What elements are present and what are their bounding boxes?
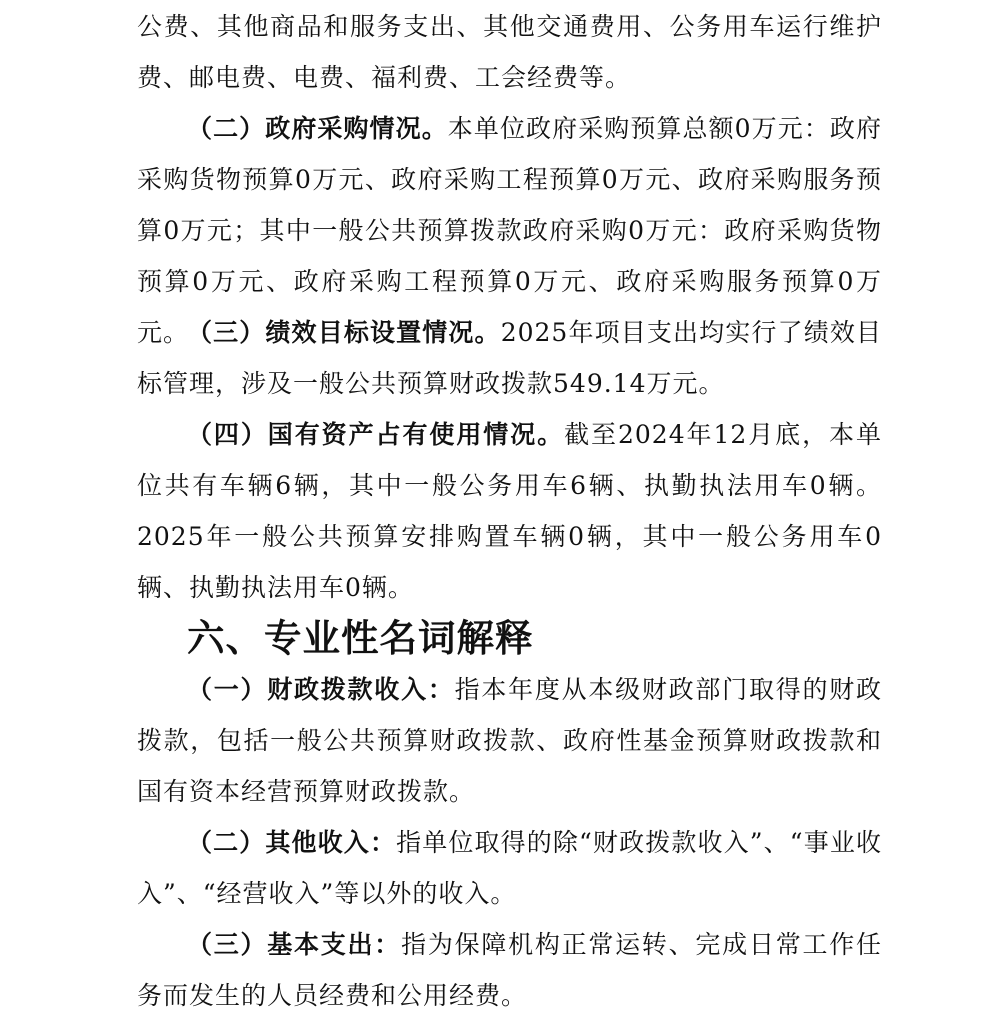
term-lead: （三）基本支出： (187, 930, 402, 959)
term-lead: （一）财政拨款收入： (187, 675, 455, 704)
term-lead: （二）其他收入： (187, 828, 397, 857)
term-paragraph (137, 919, 882, 1021)
procurement-body: 本单位政府采购预算总额0万元：政府采购货物预算0万元、政府采购工程预算0万元、政府采购服务预算0万元；其中一般公共预算拨款政府采购0万元：政府采购货物预算0万元、政府采购工程预算0万元、政府采购服务预算0万元。 (137, 114, 882, 347)
term-body: 指单位取得的除“财政拨款收入”、“事业收入”、“经营收入”等以外的收入。 (137, 828, 882, 908)
term-body: 指本年度从本级财政部门取得的财政拨款，包括一般公共预算财政拨款、政府性基金预算财政拨款和国有资本经营预算财政拨款。 (137, 675, 882, 806)
assets-body: 截至2024年12月底，本单位共有车辆6辆，其中一般公务用车6辆、执勤执法用车0辆。2025年一般公共预算安排购置车辆0辆，其中一般公务用车0辆、执勤执法用车0辆。 (137, 420, 882, 602)
term-body: 指为保障机构正常运转、完成日常工作任务而发生的人员经费和公用经费。 (137, 930, 882, 1010)
performance-lead: （三）绩效目标设置情况。 (187, 318, 501, 347)
assets-paragraph (137, 409, 882, 613)
continuation-text: 公费、其他商品和服务支出、其他交通费用、公务用车运行维护费、邮电费、电费、福利费、工会经费等。 (137, 12, 882, 92)
term-paragraph (137, 664, 882, 817)
performance-body: 2025年项目支出均实行了绩效目标管理，涉及一般公共预算财政拨款549.14万元。 (137, 318, 882, 398)
continuation-paragraph (137, 1, 882, 103)
procurement-lead: （二）政府采购情况。 (187, 114, 448, 143)
assets-lead: （四）国有资产占有使用情况。 (187, 420, 565, 449)
term-paragraph (137, 817, 882, 919)
section-heading: 六、专业性名词解释 (187, 616, 534, 660)
performance-paragraph (137, 307, 882, 409)
